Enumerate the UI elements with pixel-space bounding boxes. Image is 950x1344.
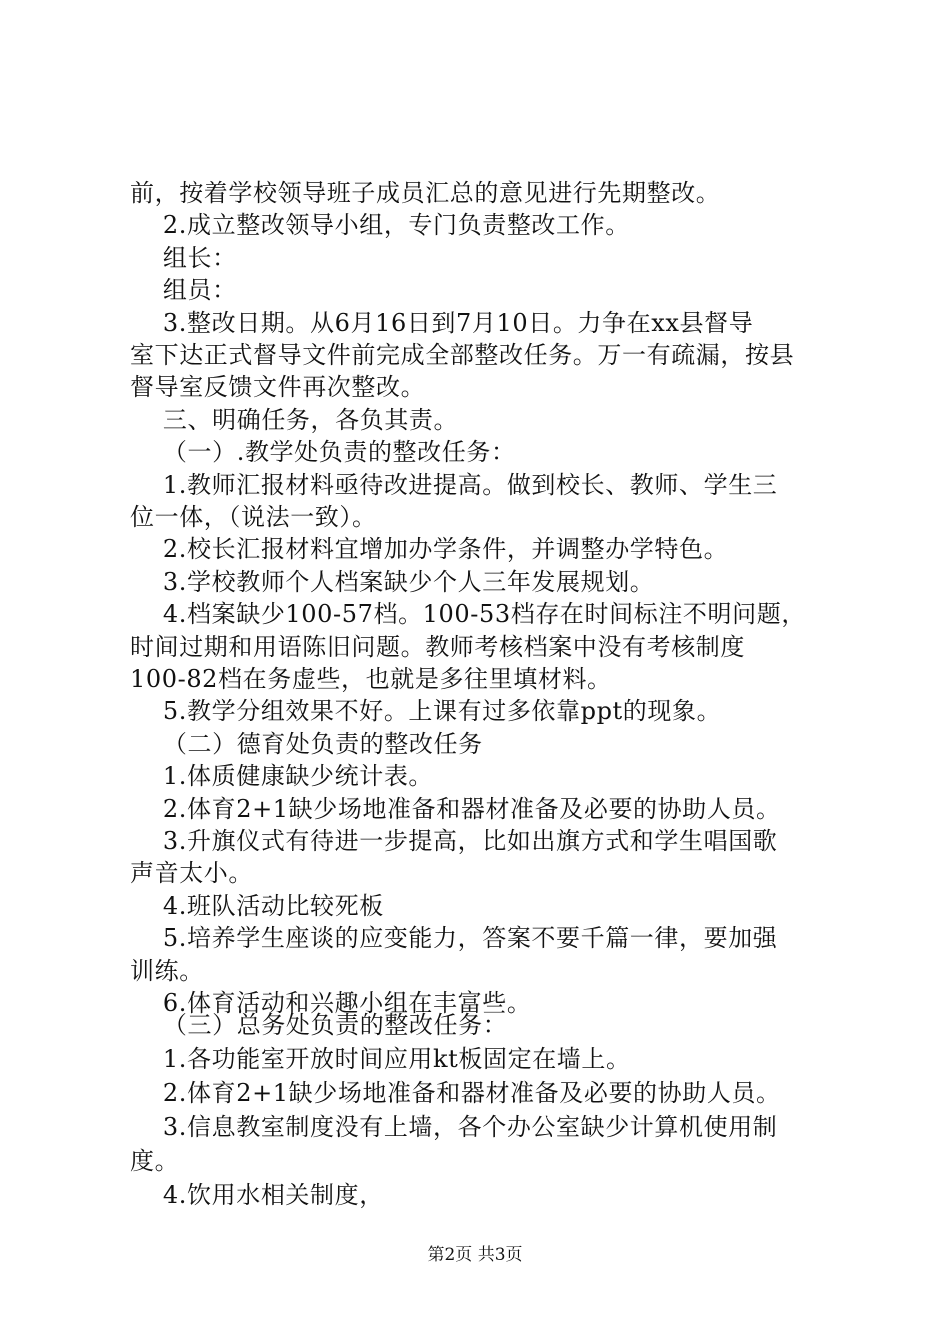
text-line: 3.信息教室制度没有上墙，各个办公室缺少计算机使用制: [130, 1113, 778, 1141]
text-line: 5.培养学生座谈的应变能力，答案不要千篇一律，要加强: [130, 924, 778, 953]
text-line: 3.升旗仪式有待进一步提高，比如出旗方式和学生唱国歌: [130, 827, 778, 855]
text-line: 1.各功能室开放时间应用kt板固定在墙上。: [130, 1045, 631, 1073]
text-line: 3.整改日期。从6月16日到7月10日。力争在xx县督导: [130, 308, 754, 337]
text-line: 度。: [130, 1147, 180, 1175]
text-line: 4.档案缺少100-57档。100-53档存在时间标注不明问题，: [130, 600, 806, 629]
text-line: 声音太小。: [130, 859, 253, 888]
text-line: 前，按着学校领导班子成员汇总的意见进行先期整改。: [130, 179, 721, 207]
text-line: 5.教学分组效果不好。上课有过多依靠ppt的现象。: [130, 697, 722, 726]
text-line: 100-82档在务虚些，也就是多往里填材料。: [130, 665, 612, 693]
subsection-heading: （二）德育处负责的整改任务: [130, 729, 483, 758]
text-line: 1.体质健康缺少统计表。: [130, 762, 434, 791]
text-line: 督导室反馈文件再次整改。: [130, 373, 426, 402]
section-heading: 三、明确任务，各负其责。: [130, 405, 459, 434]
subsection-heading: （三）总务处负责的整改任务：: [130, 1011, 508, 1039]
page-footer: 第2页 共3页: [427, 1245, 523, 1265]
text-line: 位一体，（说法一致）。: [130, 503, 377, 531]
text-line: 2.体育2+1缺少场地准备和器材准备及必要的协助人员。: [130, 1079, 781, 1107]
subsection-heading: （一）.教学处负责的整改任务：: [130, 438, 516, 467]
text-line: 室下达正式督导文件前完成全部整改任务。万一有疏漏，按县: [130, 341, 795, 369]
text-line: 2.体育2+1缺少场地准备和器材准备及必要的协助人员。: [130, 794, 781, 823]
text-line: 组长：: [130, 243, 237, 272]
text-line: 3.学校教师个人档案缺少个人三年发展规划。: [130, 567, 655, 596]
text-line: 4.班队活动比较死板: [130, 891, 384, 920]
text-line: 训练。: [130, 956, 204, 985]
text-line: 2.校长汇报材料宜增加办学条件，并调整办学特色。: [130, 535, 729, 564]
text-line: 4.饮用水相关制度，: [130, 1181, 384, 1209]
text-line: 2.成立整改领导小组，专门负责整改工作。: [130, 211, 630, 240]
text-line: 6.体育活动和兴趣小组在丰富些。: [130, 989, 532, 1017]
text-line: 组员：: [130, 276, 237, 305]
text-line: 时间过期和用语陈旧问题。教师考核档案中没有考核制度: [130, 632, 745, 661]
text-line: 1.教师汇报材料亟待改进提高。做到校长、教师、学生三: [130, 470, 778, 499]
